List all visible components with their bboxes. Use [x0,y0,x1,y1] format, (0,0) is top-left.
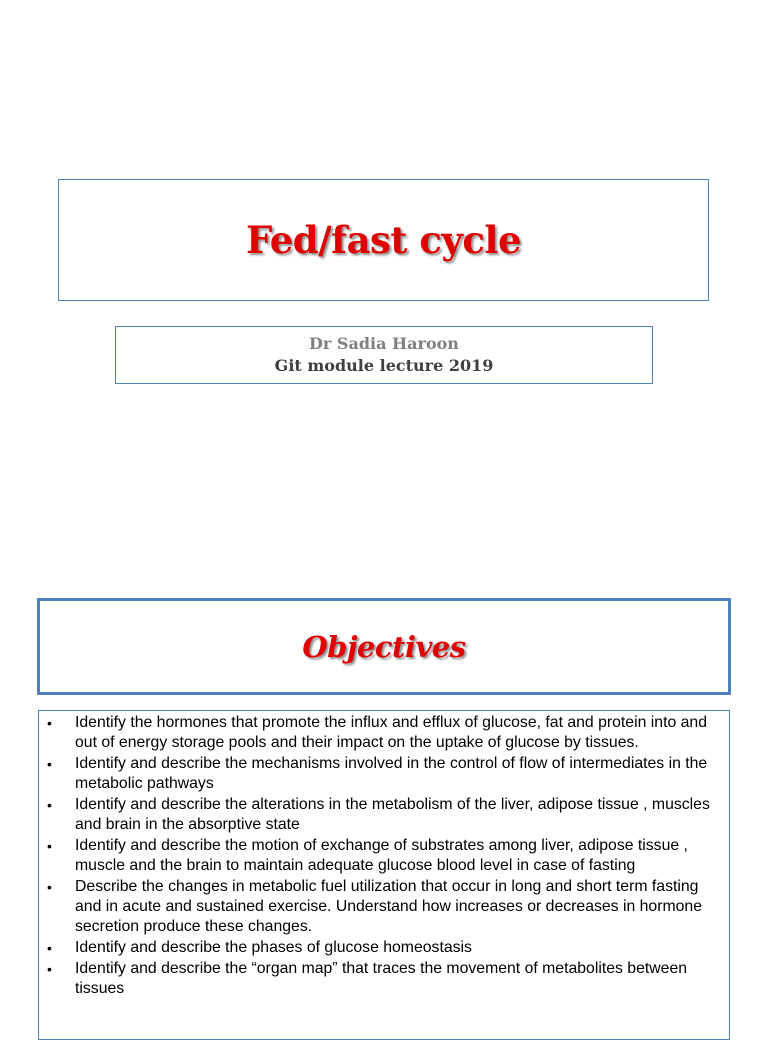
list-item [47,938,721,958]
author-name: Dr Sadia Haroon [309,334,459,353]
objectives-header-box [37,598,731,695]
list-item [47,754,721,794]
list-item [47,713,721,753]
objective-text: Identify and describe the mechanisms involved in the control of flow of intermediates in the metabolic pathways [75,755,708,792]
objectives-list-box [38,710,730,1040]
bullet-icon: • [47,838,52,854]
objective-text: Describe the changes in metabolic fuel utilization that occur in long and short term fasting and in acute and sustained exercise. Understand how increases or decreases in hormone secretion produce these changes. [75,878,702,935]
objective-text: Identify and describe the “organ map” that traces the movement of metabolites between tissues [75,960,688,997]
objectives-heading: Objectives [302,629,466,664]
bullet-icon: • [47,961,52,977]
list-item [47,795,721,835]
bullet-icon: • [47,756,52,772]
objective-text: Identify and describe the phases of glucose homeostasis [75,939,472,956]
subtitle-box [115,326,653,384]
list-item [47,959,721,999]
objective-text: Identify and describe the alterations in the metabolism of the liver, adipose tissue , muscles and brain in the absorptive state [75,796,710,833]
lecture-info: Git module lecture 2019 [274,356,494,375]
bullet-icon: • [47,715,52,731]
objectives-slide [0,576,768,1024]
list-item [47,836,721,876]
objectives-list [39,711,729,999]
bullet-icon: • [47,940,52,956]
bullet-icon: • [47,879,52,895]
title-box [58,179,709,301]
bullet-icon: • [47,797,52,813]
list-item [47,877,721,937]
slide-title: Fed/fast cycle [245,218,522,262]
objective-text: Identify the hormones that promote the influx and efflux of glucose, fat and protein into and out of energy storage pools and their impact on the uptake of glucose by tissues. [75,714,707,751]
objective-text: Identify and describe the motion of exchange of substrates among liver, adipose tissue , muscle and the brain to maintain adequate glucose blood level in case of fasting [75,837,688,874]
